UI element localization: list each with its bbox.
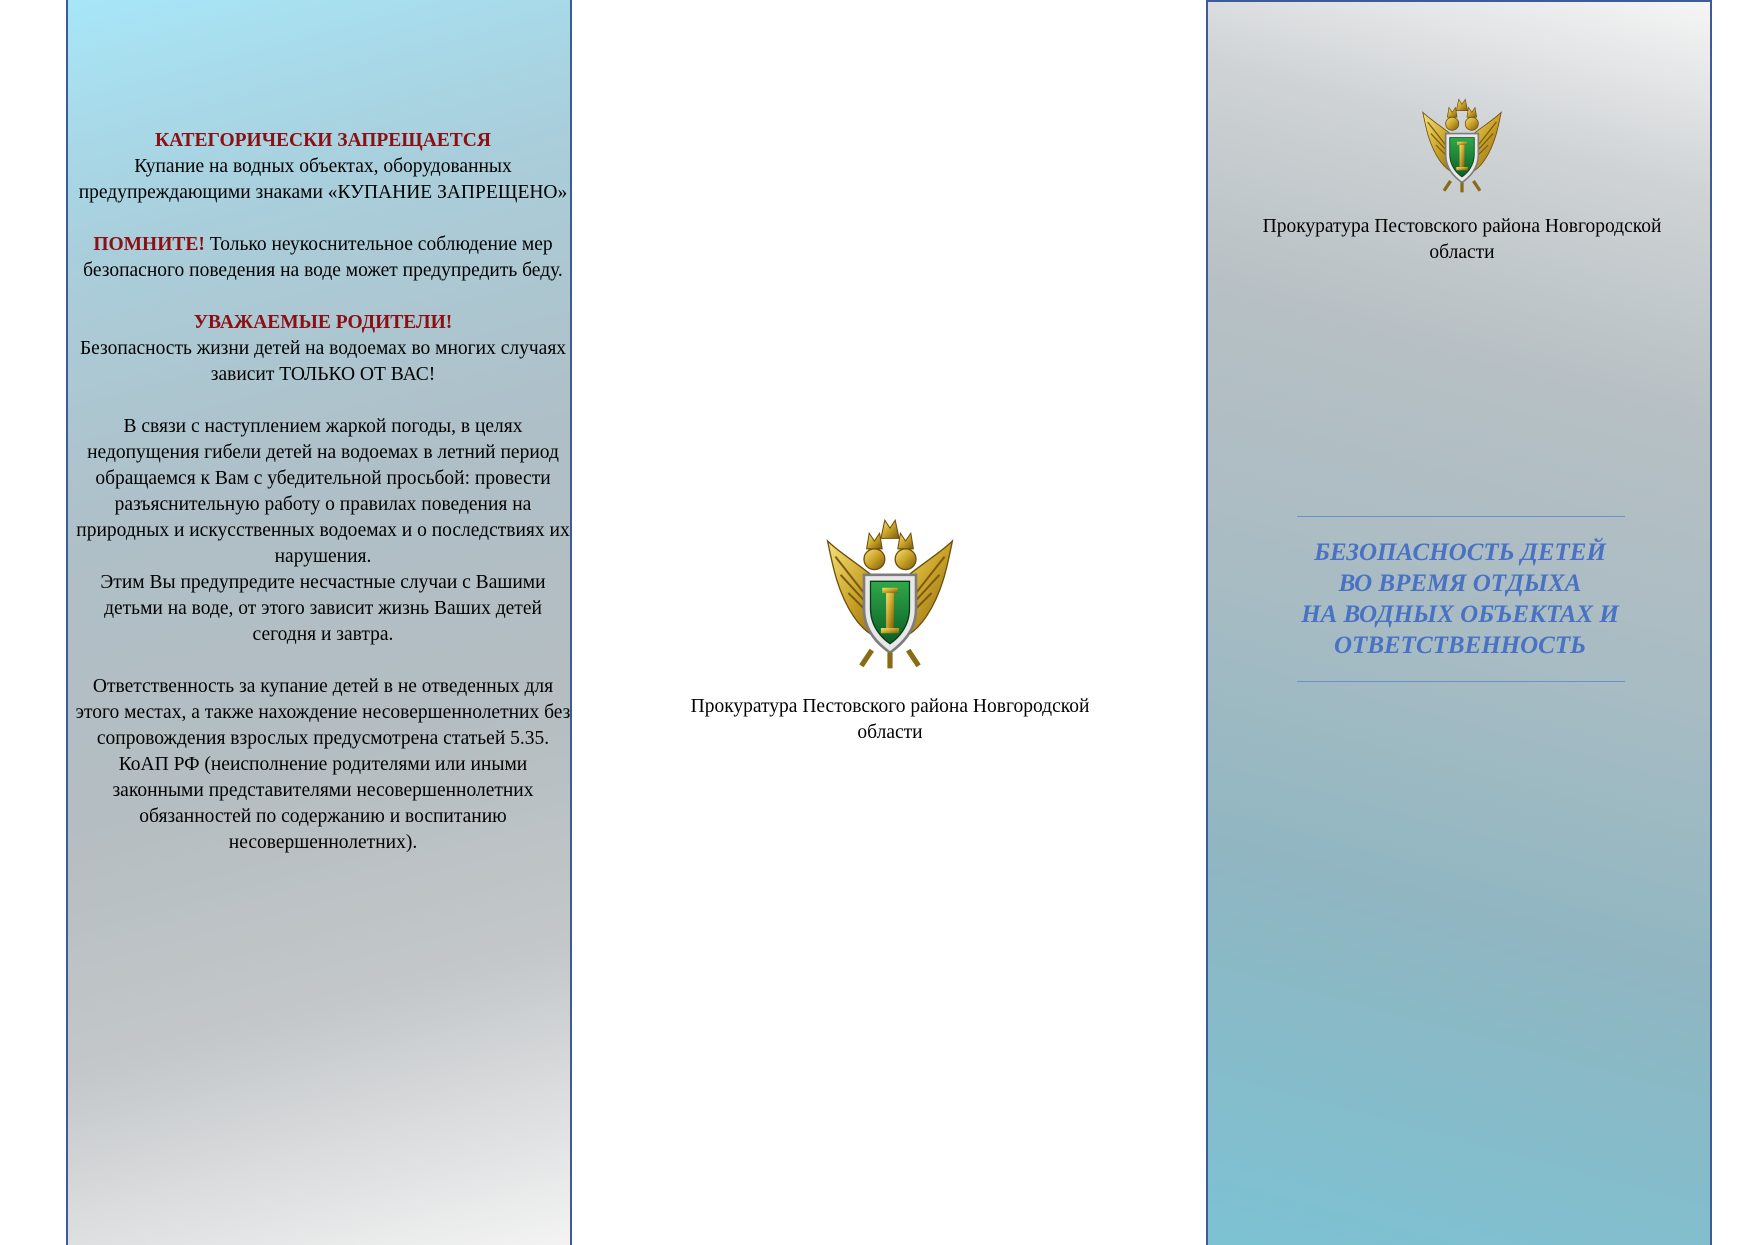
title-line: ВО ВРЕМЯ ОТДЫХА [1338,570,1582,597]
left-panel [66,0,572,1245]
liability-text: Ответственность за купание детей в не отведенных для этого местах, а также нахождение несовершеннолетних без сопровождения взрослых предусмотрена статьей 5.35. КоАП РФ (неисполнение родителями или иными законными представителями несовершеннолетних обязанностей по содержанию и воспитанию несовершеннолетних). [75,676,571,853]
remember-label: ПОМНИТЕ! [93,234,205,255]
left-panel-text [74,128,572,882]
title-line: БЕЗОПАСНОСТЬ ДЕТЕЙ [1314,539,1606,566]
center-caption: Прокуратура Пестовского района Новгородской области [690,696,1090,743]
right-caption: Прокуратура Пестовского района Новгородской области [1262,216,1662,263]
appeal-text: В связи с наступлением жаркой погоды, в целях недопущения гибели детей на водоемах в летний период обращаемся к Вам с убедительной просьбой: провести разъяснительную работу о правилах поведения на природных и искусственных водоемах и о последствиях их нарушения. [76,416,570,567]
remember-text: Только неукоснительное соблюдение мер безопасного поведения на воде может предупредить беду. [83,234,563,281]
brochure-title [1230,537,1690,661]
heading-parents: УВАЖАЕМЫЕ РОДИТЕЛИ! [193,312,453,333]
parents-text: Безопасность жизни детей на водоемах во многих случаях зависит ТОЛЬКО ОТ ВАС! [79,338,567,385]
title-bottom-divider [1297,681,1625,682]
title-line: НА ВОДНЫХ ОБЪЕКТАХ И [1301,601,1619,628]
heading-forbidden: КАТЕГОРИЧЕСКИ ЗАПРЕЩАЕТСЯ [155,130,491,151]
prosecutor-emblem-icon [822,515,958,671]
prosecutor-emblem-small-icon [1419,96,1505,194]
title-line: ОТВЕТСТВЕННОСТЬ [1334,632,1586,659]
prevent-text: Этим Вы предупредите несчастные случаи с Вашими детьми на воде, от этого зависит жизнь Ваших детей сегодня и завтра. [100,572,546,645]
title-top-divider [1297,516,1625,517]
forbidden-text: Купание на водных объектах, оборудованных предупреждающими знаками «КУПАНИЕ ЗАПРЕЩЕНО» [78,156,568,203]
